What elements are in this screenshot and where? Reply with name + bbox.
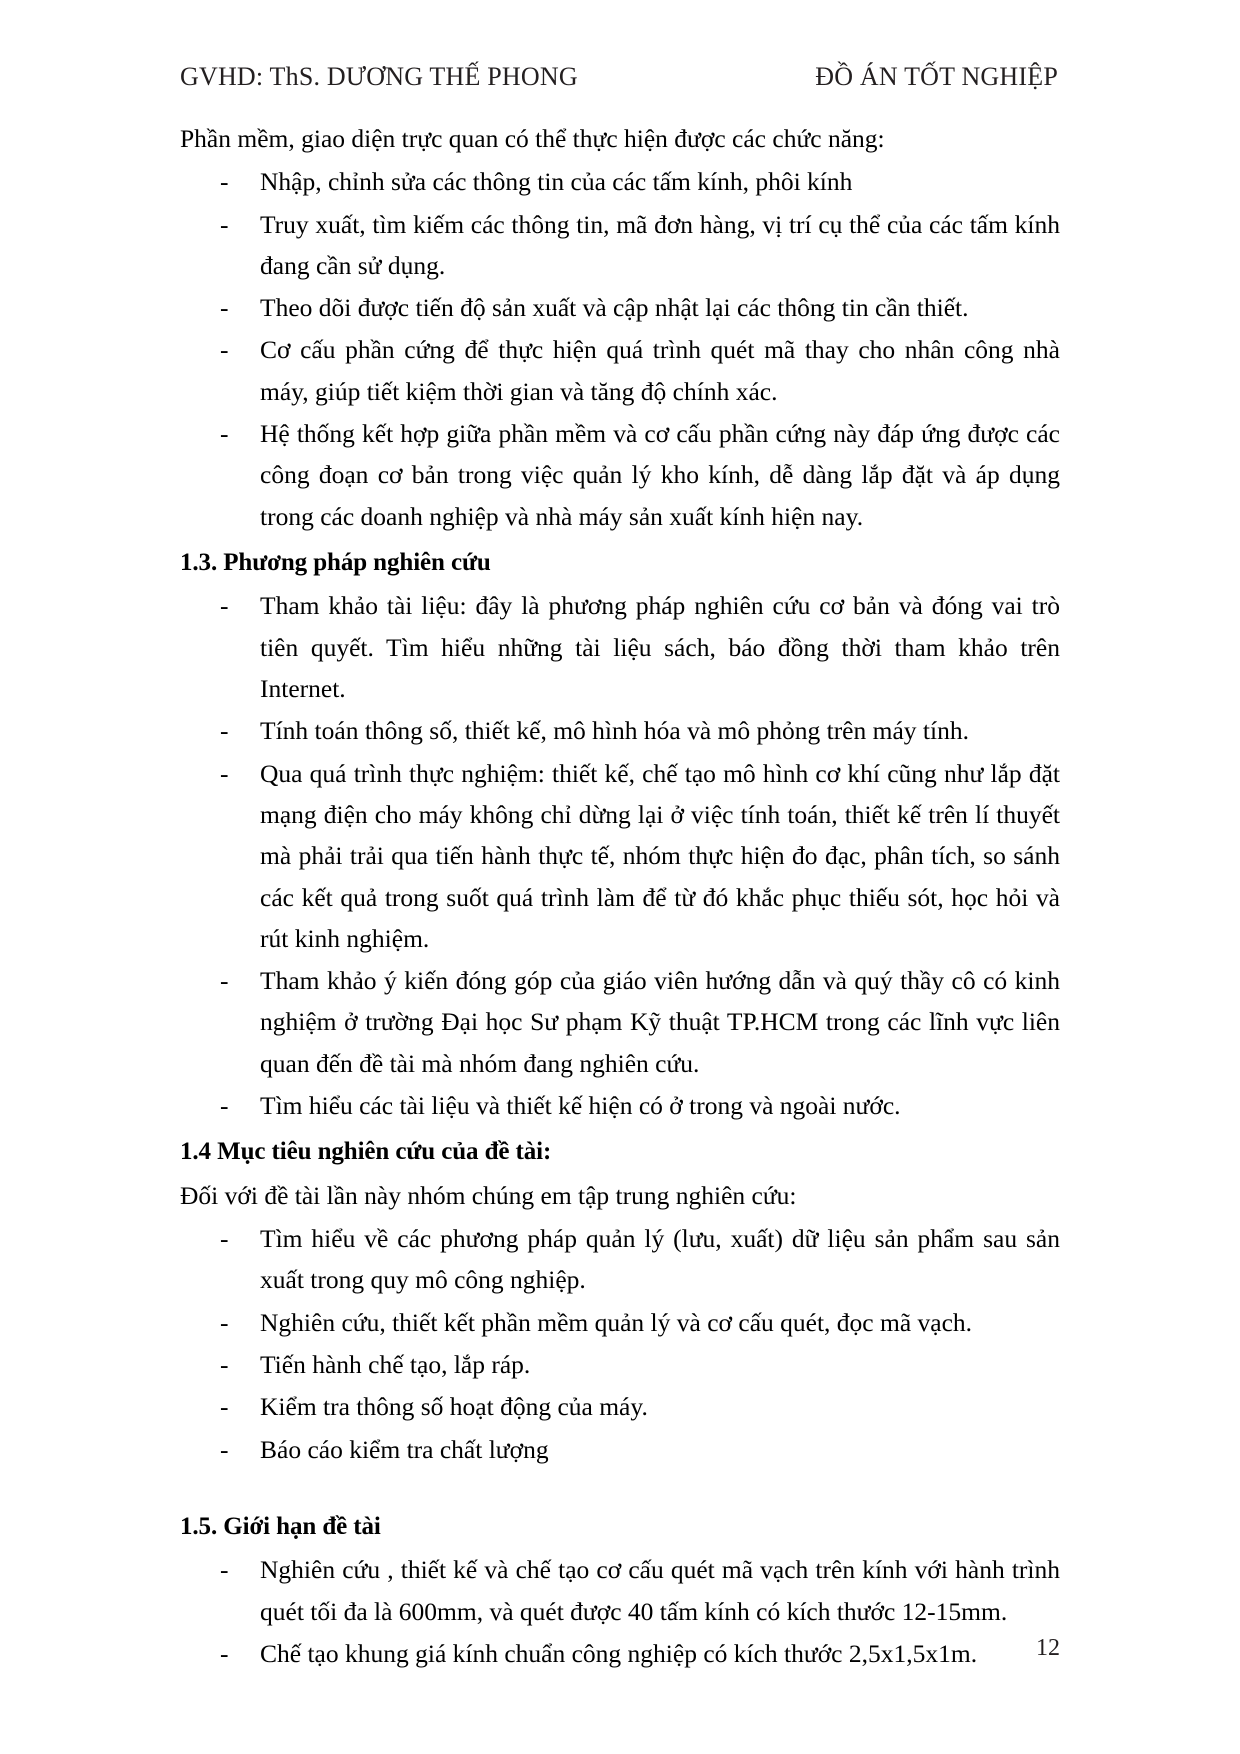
list-item: - Nghiên cứu , thiết kế và chế tạo cơ cấu quét mã vạch trên kính với hành trình quét tối đa là 600mm, và quét được 40 tấm kính có kích thước 12-15mm. <box>180 1549 1060 1632</box>
list-item: - Kiểm tra thông số hoạt động của máy. <box>180 1386 1060 1427</box>
list-item: - Báo cáo kiểm tra chất lượng <box>180 1429 1060 1470</box>
page-content <box>180 118 1060 1675</box>
list-item: - Qua quá trình thực nghiệm: thiết kế, chế tạo mô hình cơ khí cũng như lắp đặt mạng điện cho máy không chỉ dừng lại ở việc tính toán, thiết kế trên lí thuyết mà phải trải qua tiến hành thực tế, nhóm thực hiện đo đạc, phân tích, so sánh các kết quả trong suốt quá trình làm để từ đó khắc phục thiếu sót, học hỏi và rút kinh nghiệm. <box>180 753 1060 959</box>
list-item: - Hệ thống kết hợp giữa phần mềm và cơ cấu phần cứng này đáp ứng được các công đoạn cơ bản trong việc quản lý kho kính, dễ dàng lắp đặt và áp dụng trong các doanh nghiệp và nhà máy sản xuất kính hiện nay. <box>180 413 1060 537</box>
page-number: 12 <box>1036 1635 1060 1661</box>
running-header <box>180 62 1060 92</box>
list-item: - Tính toán thông số, thiết kế, mô hình hóa và mô phỏng trên máy tính. <box>180 710 1060 751</box>
section-1-5-bullet-list <box>180 1549 1060 1674</box>
section-1-3-bullet-list <box>180 585 1060 1126</box>
list-item: - Nghiên cứu, thiết kết phần mềm quản lý và cơ cấu quét, đọc mã vạch. <box>180 1302 1060 1343</box>
list-item: - Tìm hiểu về các phương pháp quản lý (lưu, xuất) dữ liệu sản phẩm sau sản xuất trong quy mô công nghiệp. <box>180 1218 1060 1301</box>
list-item: - Tham khảo tài liệu: đây là phương pháp nghiên cứu cơ bản và đóng vai trò tiên quyết. Tìm hiểu những tài liệu sách, báo đồng thời tham khảo trên Internet. <box>180 585 1060 709</box>
section-1-4-bullet-list <box>180 1218 1060 1470</box>
intro-paragraph: Phần mềm, giao diện trực quan có thể thực hiện được các chức năng: <box>180 124 885 153</box>
list-item: - Truy xuất, tìm kiếm các thông tin, mã đơn hàng, vị trí cụ thể của các tấm kính đang cần sử dụng. <box>180 204 1060 287</box>
list-item: - Tiến hành chế tạo, lắp ráp. <box>180 1344 1060 1385</box>
section-heading-1-4: 1.4 Mục tiêu nghiên cứu của đề tài: <box>180 1138 552 1166</box>
section-heading-1-5: 1.5. Giới hạn đề tài <box>180 1512 381 1540</box>
list-item: - Tham khảo ý kiến đóng góp của giáo viên hướng dẫn và quý thầy cô có kinh nghiệm ở trường Đại học Sư phạm Kỹ thuật TP.HCM trong các lĩnh vực liên quan đến đề tài mà nhóm đang nghiên cứu. <box>180 960 1060 1084</box>
list-item: - Theo dõi được tiến độ sản xuất và cập nhật lại các thông tin cần thiết. <box>180 287 1060 328</box>
section-1-4-paragraph: Đối với đề tài lần này nhóm chúng em tập trung nghiên cứu: <box>180 1180 797 1210</box>
section-spacer <box>180 1471 1060 1501</box>
intro-bullet-list <box>180 161 1060 537</box>
list-item: - Nhập, chỉnh sửa các thông tin của các tấm kính, phôi kính <box>180 161 1060 202</box>
header-document-title: ĐỒ ÁN TỐT NGHIỆP <box>815 62 1058 91</box>
list-item: - Chế tạo khung giá kính chuẩn công nghiệp có kích thước 2,5x1,5x1m. <box>180 1633 1060 1674</box>
section-heading-1-3: 1.3. Phương pháp nghiên cứu <box>180 548 491 576</box>
header-advisor-text: GVHD: ThS. DƯƠNG THẾ PHONG <box>180 62 578 91</box>
list-item: - Tìm hiểu các tài liệu và thiết kế hiện có ở trong và ngoài nước. <box>180 1085 1060 1126</box>
list-item: - Cơ cấu phần cứng để thực hiện quá trình quét mã thay cho nhân công nhà máy, giúp tiết kiệm thời gian và tăng độ chính xác. <box>180 329 1060 412</box>
